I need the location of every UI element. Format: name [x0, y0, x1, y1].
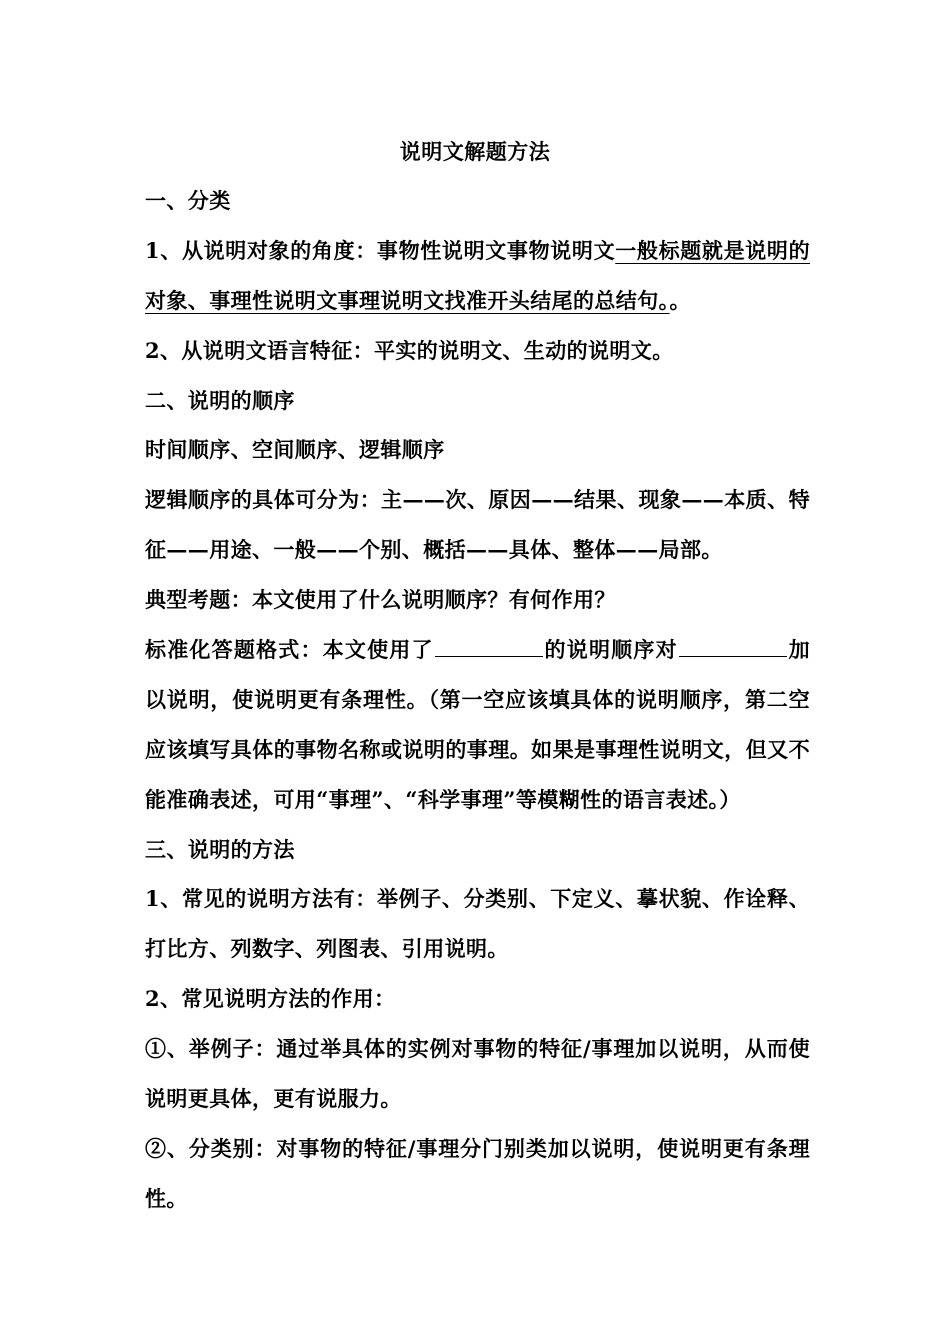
text-run: 的说明顺序对 [543, 637, 678, 662]
fill-blank [679, 634, 787, 657]
text-run: 1、从说明对象的角度：事物性说明文事物说明文 [145, 238, 616, 263]
text-run: 。 [669, 288, 691, 313]
section-heading-classification: 一、分类 [145, 188, 231, 213]
paragraph-classification-2: 2、从说明文语言特征：平实的说明文、生动的说明文。 [145, 338, 674, 363]
text-run: 标准化答题格式：本文使用了 [145, 637, 434, 662]
text-run: 加以说明，使说明更有条理性。（第一空应该填具体的说明顺序，第二空应该填写具体的事物名称或说明的事理。如果是事理性说明文，但又不能准确表述，可用“事理”、“科学事理”等模糊性的语言表述。） [145, 637, 810, 812]
paragraph-methods-purpose: 2、常见说明方法的作用： [145, 986, 396, 1011]
underlined-text: 一般标题就是说明的对象、事理性说明文事理说明文找准开头结尾的总结句。 [145, 238, 810, 313]
paragraph-logical-order: 逻辑顺序的具体可分为：主——次、原因——结果、现象——本质、特征——用途、一般——个别、概括——具体、整体——局部。 [145, 487, 810, 562]
page-title: 说明文解题方法 [399, 139, 551, 164]
paragraph-method-classify: ②、分类别：对事物的特征/事理分门别类加以说明，使说明更有条理性。 [145, 1136, 810, 1211]
section-heading-order: 二、说明的顺序 [145, 388, 295, 413]
paragraph-method-example: ①、举例子：通过举具体的实例对事物的特征/事理加以说明，从而使说明更具体，更有说服力。 [145, 1036, 810, 1111]
section-heading-methods: 三、说明的方法 [145, 837, 295, 862]
paragraph-methods-list: 1、常见的说明方法有：举例子、分类别、下定义、摹状貌、作诠释、打比方、列数字、列图表、引用说明。 [145, 886, 810, 961]
paragraph-typical-question: 典型考题：本文使用了什么说明顺序？有何作用？ [145, 587, 616, 612]
paragraph-classification-1 [145, 226, 810, 326]
paragraph-order-types: 时间顺序、空间顺序、逻辑顺序 [145, 437, 445, 462]
paragraph-answer-format [145, 625, 810, 825]
fill-blank [435, 634, 543, 657]
